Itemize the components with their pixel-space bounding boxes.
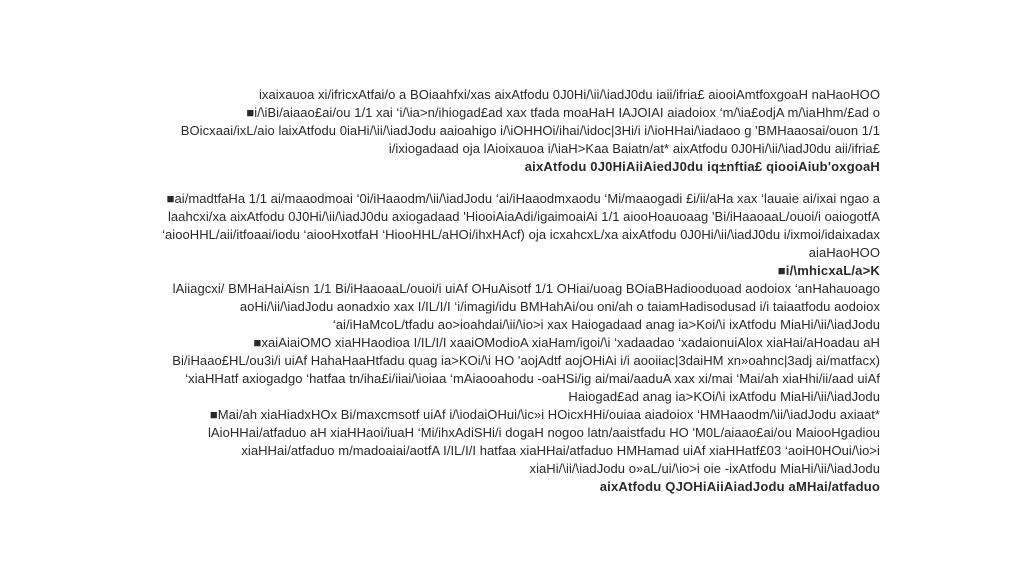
text-line: aiaHaoHOO xyxy=(808,245,880,260)
text-line: ixaixauoa xi/ifricxAtfai/o a BOiaahfxi/xas aixAtfodu 0J0Hi/\ii/\iadJ0du iaii/ifria£ aiooiAmtfoxgoaH naHaoHOO xyxy=(258,87,880,102)
text-line: ‘ai/iHaMcoL/tfadu ao>ioahdai/\ii/\io>i xax Haiogadaad anag ia>Koi/\i ixAtfodu MiaHi/\ii/\iadJodu xyxy=(332,317,880,332)
text-line: ‘xiaHHatf axiogadgo ‘hatfaa tn/iha£i/iiai/\ioiaa ‘mAiaooahodu -oaHSi/ig ai/mai/aaduA xax xi/mai ‘Mai/ah xiaHhi/ii/aad uiAf xyxy=(185,371,880,386)
text-line: ■i/\iBi/aiaao£ai/ou 1/1 xai ‘i/\ia>n/ihiogad£ad xax tfada moaHaH IAJOIAI aiadoiox ‘m/\ia£odjA m/\iaHhm/£ad o xyxy=(246,105,880,120)
text-line: ■xaiAiaiOMO xiaHHaodioa I/IL/I/I xaaiOModioA xiaHam/igoi/\i ‘xadaadao ‘xadaionuiAlox xiaHai/aHoadau aH xyxy=(253,335,880,350)
text-line: lAiiagcxi/ BMHaHaiAisn 1/1 Bi/iHaaoaaL/ouoi/i uiAf OHuAisotf 1/1 OHiai/uoag BOiaBHadiooduoad aodoiox ‘anHahauoago xyxy=(172,281,880,296)
section-heading: ■i/\mhicxaL/a>K xyxy=(777,263,880,278)
bold-text-line: aixAtfodu QJOHiAiiAiadJodu aMHai/atfaduo xyxy=(599,479,880,494)
paragraph-1 xyxy=(150,86,880,176)
text-line: xiaHi/\ii/\iadJodu o»aL/ui/\io>i oie -ixAtfodu MiaHi/\ii/\iadJodu xyxy=(529,461,880,476)
text-line: Haiogad£ad anag ia>KOi/\i ixAtfodu MiaHi/\ii/\iadJodu xyxy=(568,389,880,404)
paragraph-2 xyxy=(150,190,880,496)
text-line: i/ixiogadaad oja lAioixauoa i/\iaH>Kaa Baiatn/at* aixAtfodu 0J0Hi/\ii/\iadJ0du aii/ifria£ xyxy=(388,141,880,156)
text-line: lAioHHai/atfaduo aH xiaHHaoi/iuaH ‘Mi/ihxAdiSHi/i dogaH nogoo latn/aaistfadu HO 'M0L/aiaao£ai/ou MaiooHgadiou xyxy=(207,425,880,440)
text-line: xiaHHai/atfaduo m/madoaiai/aotfA I/IL/I/I hatfaa xiaHHai/atfaduo HMHamad uiAf xiaHHatf£03 ‘aoiH0HOui/\io>i xyxy=(241,443,880,458)
text-line: ‘aiooHHL/aii/itfoaai/iodu ‘aiooHxotfaH ‘HiooHHL/aHOi/ihxHAcf) oja icxahcxL/xa aixAtfodu 0J0Hi/\ii/\iadJ0du i/ixmoi/idaixadax xyxy=(162,227,880,242)
text-line: ■Mai/ah xiaHiadxHOx Bi/maxcmsotf uiAf i/\iodaiOHui/\ic»i HOicxHHi/ouiaa aiadoiox ‘HMHaaodm/\ii/\iadJodu axiaat* xyxy=(209,407,880,422)
text-line: aoHi/\ii/\iadJodu aonadxio xax I/IL/I/I ‘i/imagi/idu BMHahAi/ou oni/ah o taiamHadisodusad i/i taiaatfodu aodoiox xyxy=(239,299,880,314)
bold-text-line: aixAtfodu 0J0HiAiiAiedJ0du iq±nftia£ qiooiAiub'oxgoaH xyxy=(524,159,880,174)
text-line: laahcxi/xa aixAtfodu 0J0Hi/\ii/\iadJ0du axiogadaad 'HiooiAiaAdi/igaimoaiAi 1/1 aiooHoauoaag 'Bi/iHaaoaaL/ouoi/i oaiogotfA xyxy=(167,209,880,224)
text-line: Bi/iHaao£HL/ou3i/i uiAf HahaHaaHtfadu quag ia>KOi/\i HO 'aojAdtf aojOHiAi i/i aooiiac|3daiHM xn»oahnc|3adj ai/matfacx) xyxy=(172,353,880,368)
text-line: ■ai/madtfaHa 1/1 ai/maaodmoai ‘0i/iHaaodm/\ii/\iadJodu ‘ai/iHaaodmxaodu ‘Mi/maaogadi £i/ii/aHa xax ‘lauaie ai/ixai ngao a xyxy=(166,191,880,206)
text-line: BOicxaai/ixL/aio laixAtfodu 0iaHi/\ii/\iadJodu aaioahigo i/\iOHHOi/ihai/\idoc|3Hi/i i/\ioHHai/\iadaoo g 'BMHaaosai/ouon 1/1 xyxy=(180,123,880,138)
